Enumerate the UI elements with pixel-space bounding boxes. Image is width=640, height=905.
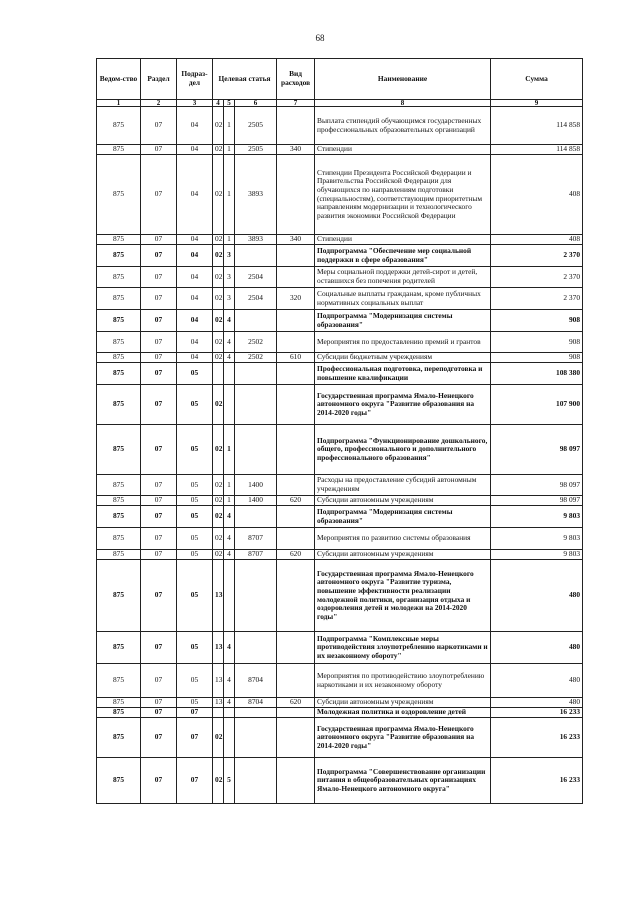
- cell-sum: 16 233: [491, 758, 583, 804]
- cell-podrazdel: 07: [177, 718, 213, 758]
- cell-razdel: 07: [141, 145, 177, 155]
- cell-target-code: [235, 506, 277, 528]
- header-name: Наименование: [315, 59, 491, 100]
- cell-name: Субсидии бюджетным учреждениям: [315, 353, 491, 363]
- column-number: 5: [224, 100, 235, 107]
- cell-sum: 908: [491, 332, 583, 353]
- cell-target-subprogram: 3: [224, 267, 235, 288]
- cell-vid: [277, 528, 315, 550]
- cell-target-code: [235, 632, 277, 664]
- cell-target-program: 13: [213, 632, 224, 664]
- cell-target-program: 02: [213, 267, 224, 288]
- cell-target-subprogram: 1: [224, 145, 235, 155]
- cell-sum: 16 233: [491, 718, 583, 758]
- cell-target-program: 02: [213, 475, 224, 496]
- cell-razdel: 07: [141, 235, 177, 245]
- cell-target-subprogram: 4: [224, 353, 235, 363]
- cell-vid: [277, 758, 315, 804]
- cell-target-code: 2502: [235, 353, 277, 363]
- cell-sum: 408: [491, 155, 583, 235]
- cell-ved: 875: [97, 528, 141, 550]
- cell-razdel: 07: [141, 758, 177, 804]
- cell-target-program: 02: [213, 288, 224, 310]
- table-row: [97, 145, 583, 155]
- cell-ved: 875: [97, 758, 141, 804]
- cell-target-subprogram: 1: [224, 475, 235, 496]
- cell-sum: 2 370: [491, 267, 583, 288]
- cell-target-program: 02: [213, 496, 224, 506]
- cell-target-subprogram: 4: [224, 664, 235, 698]
- table-row: [97, 332, 583, 353]
- header-target: Целевая статья: [213, 59, 277, 100]
- cell-sum: 98 097: [491, 475, 583, 496]
- cell-razdel: 07: [141, 155, 177, 235]
- cell-podrazdel: 05: [177, 363, 213, 385]
- cell-ved: 875: [97, 235, 141, 245]
- cell-name: Мероприятия по развитию системы образования: [315, 528, 491, 550]
- table-row: [97, 363, 583, 385]
- cell-name: Мероприятия по предоставлению премий и грантов: [315, 332, 491, 353]
- cell-razdel: 07: [141, 353, 177, 363]
- table-row: [97, 698, 583, 708]
- cell-target-code: 2502: [235, 332, 277, 353]
- cell-vid: 340: [277, 235, 315, 245]
- cell-target-code: 8704: [235, 664, 277, 698]
- cell-vid: [277, 107, 315, 145]
- cell-podrazdel: 05: [177, 425, 213, 475]
- cell-target-subprogram: 1: [224, 425, 235, 475]
- cell-target-subprogram: 3: [224, 288, 235, 310]
- cell-vid: [277, 245, 315, 267]
- column-number: 9: [491, 100, 583, 107]
- cell-razdel: 07: [141, 664, 177, 698]
- table-row: [97, 708, 583, 718]
- cell-target-code: 8704: [235, 698, 277, 708]
- cell-name: Стипендии: [315, 235, 491, 245]
- cell-ved: 875: [97, 632, 141, 664]
- cell-target-subprogram: 4: [224, 550, 235, 560]
- cell-name: Государственная программа Ямало-Ненецкого автономного округа "Развитие образования на 2014-2020 годы": [315, 718, 491, 758]
- cell-podrazdel: 05: [177, 632, 213, 664]
- header-razdel: Раздел: [141, 59, 177, 100]
- cell-vid: [277, 155, 315, 235]
- cell-vid: [277, 425, 315, 475]
- table-row: [97, 235, 583, 245]
- cell-podrazdel: 04: [177, 288, 213, 310]
- cell-target-program: [213, 363, 224, 385]
- cell-sum: 908: [491, 310, 583, 332]
- cell-vid: [277, 664, 315, 698]
- cell-sum: 480: [491, 560, 583, 632]
- cell-razdel: 07: [141, 632, 177, 664]
- column-number: 8: [315, 100, 491, 107]
- cell-target-subprogram: 5: [224, 758, 235, 804]
- cell-razdel: 07: [141, 560, 177, 632]
- cell-name: Выплата стипендий обучающимся государственных профессиональных образовательных организаций: [315, 107, 491, 145]
- cell-razdel: 07: [141, 550, 177, 560]
- cell-vid: [277, 385, 315, 425]
- table-row: [97, 550, 583, 560]
- cell-podrazdel: 05: [177, 475, 213, 496]
- cell-vid: [277, 718, 315, 758]
- cell-ved: 875: [97, 288, 141, 310]
- cell-sum: 9 803: [491, 506, 583, 528]
- cell-razdel: 07: [141, 288, 177, 310]
- cell-podrazdel: 04: [177, 353, 213, 363]
- cell-target-code: 3893: [235, 235, 277, 245]
- cell-sum: 9 803: [491, 528, 583, 550]
- cell-ved: 875: [97, 496, 141, 506]
- cell-podrazdel: 04: [177, 155, 213, 235]
- cell-vid: [277, 332, 315, 353]
- cell-target-code: 8707: [235, 550, 277, 560]
- cell-ved: 875: [97, 363, 141, 385]
- cell-target-subprogram: 1: [224, 155, 235, 235]
- cell-name: Подпрограмма "Совершенствование организации питания в общеобразовательных организациях Ямало-Ненецкого автономного округа": [315, 758, 491, 804]
- cell-sum: 480: [491, 664, 583, 698]
- cell-target-code: [235, 718, 277, 758]
- cell-target-subprogram: [224, 363, 235, 385]
- cell-target-program: 13: [213, 560, 224, 632]
- cell-target-subprogram: 4: [224, 310, 235, 332]
- cell-ved: 875: [97, 385, 141, 425]
- cell-ved: 875: [97, 332, 141, 353]
- table-row: [97, 475, 583, 496]
- cell-target-code: [235, 363, 277, 385]
- column-numbers-row: [97, 100, 583, 107]
- cell-target-program: 02: [213, 385, 224, 425]
- cell-target-subprogram: 4: [224, 332, 235, 353]
- cell-target-program: 13: [213, 664, 224, 698]
- cell-razdel: 07: [141, 708, 177, 718]
- cell-target-code: 3893: [235, 155, 277, 235]
- cell-target-program: 13: [213, 698, 224, 708]
- budget-table: [96, 58, 583, 804]
- cell-razdel: 07: [141, 267, 177, 288]
- cell-name: Государственная программа Ямало-Ненецкого автономного округа "Развитие образования на 2014-2020 годы": [315, 385, 491, 425]
- cell-target-program: 02: [213, 310, 224, 332]
- cell-razdel: 07: [141, 698, 177, 708]
- table-row: [97, 528, 583, 550]
- cell-target-code: 2504: [235, 288, 277, 310]
- cell-sum: 98 097: [491, 425, 583, 475]
- cell-target-code: [235, 385, 277, 425]
- cell-name: Государственная программа Ямало-Ненецкого автономного округа "Развитие туризма, повышение эффективности реализации молодежной политики, организация отдыха и оздоровления детей и молодежи на 2014-2020 годы": [315, 560, 491, 632]
- cell-ved: 875: [97, 245, 141, 267]
- cell-target-program: 02: [213, 155, 224, 235]
- cell-name: Профессиональная подготовка, переподготовка и повышение квалификации: [315, 363, 491, 385]
- cell-target-subprogram: 4: [224, 632, 235, 664]
- cell-target-program: 02: [213, 235, 224, 245]
- cell-name: Меры социальной поддержки детей-сирот и детей, оставшихся без попечения родителей: [315, 267, 491, 288]
- cell-target-program: 02: [213, 758, 224, 804]
- cell-razdel: 07: [141, 363, 177, 385]
- cell-razdel: 07: [141, 506, 177, 528]
- cell-sum: 2 370: [491, 288, 583, 310]
- cell-ved: 875: [97, 155, 141, 235]
- cell-sum: 908: [491, 353, 583, 363]
- column-number: 3: [177, 100, 213, 107]
- cell-name: Субсидии автономным учреждениям: [315, 698, 491, 708]
- header-row: [97, 59, 583, 100]
- cell-podrazdel: 07: [177, 708, 213, 718]
- cell-name: Расходы на предоставление субсидий автономным учреждениям: [315, 475, 491, 496]
- cell-name: Субсидии автономным учреждениям: [315, 496, 491, 506]
- cell-target-program: 02: [213, 245, 224, 267]
- column-number: 6: [235, 100, 277, 107]
- header-podrazdel: Подраз-дел: [177, 59, 213, 100]
- cell-podrazdel: 05: [177, 698, 213, 708]
- table-row: [97, 758, 583, 804]
- cell-target-code: [235, 560, 277, 632]
- cell-ved: 875: [97, 107, 141, 145]
- cell-name: Подпрограмма "Модернизация системы образования": [315, 506, 491, 528]
- table-row: [97, 632, 583, 664]
- cell-razdel: 07: [141, 425, 177, 475]
- cell-sum: 480: [491, 632, 583, 664]
- cell-ved: 875: [97, 718, 141, 758]
- cell-sum: 9 803: [491, 550, 583, 560]
- cell-vid: 610: [277, 353, 315, 363]
- table-row: [97, 560, 583, 632]
- table-row: [97, 245, 583, 267]
- cell-sum: 114 858: [491, 107, 583, 145]
- cell-razdel: 07: [141, 528, 177, 550]
- page-number: 68: [315, 33, 325, 43]
- cell-ved: 875: [97, 353, 141, 363]
- cell-sum: 16 233: [491, 708, 583, 718]
- cell-vid: [277, 310, 315, 332]
- cell-name: Подпрограмма "Модернизация системы образования": [315, 310, 491, 332]
- cell-target-subprogram: [224, 560, 235, 632]
- cell-ved: 875: [97, 506, 141, 528]
- cell-vid: [277, 475, 315, 496]
- cell-target-code: [235, 425, 277, 475]
- cell-razdel: 07: [141, 310, 177, 332]
- cell-vid: [277, 363, 315, 385]
- table-row: [97, 718, 583, 758]
- cell-name: Подпрограмма "Обеспечение мер социальной поддержки в сфере образования": [315, 245, 491, 267]
- cell-razdel: 07: [141, 475, 177, 496]
- table-row: [97, 310, 583, 332]
- table-row: [97, 288, 583, 310]
- cell-target-code: 1400: [235, 496, 277, 506]
- cell-target-subprogram: [224, 718, 235, 758]
- cell-name: Стипендии Президента Российской Федерации и Правительства Российской Федерации для обучающихся по направлениям подготовки (специальностям), соответствующим приоритетным направлениям модернизации и технологического развития экономики Российской Федерации: [315, 155, 491, 235]
- table-row: [97, 506, 583, 528]
- cell-razdel: 07: [141, 496, 177, 506]
- cell-target-code: 1400: [235, 475, 277, 496]
- cell-podrazdel: 05: [177, 385, 213, 425]
- cell-sum: 108 380: [491, 363, 583, 385]
- cell-podrazdel: 04: [177, 310, 213, 332]
- cell-podrazdel: 04: [177, 235, 213, 245]
- table-row: [97, 155, 583, 235]
- cell-target-code: 2505: [235, 145, 277, 155]
- cell-target-subprogram: 3: [224, 245, 235, 267]
- cell-ved: 875: [97, 708, 141, 718]
- cell-podrazdel: 04: [177, 107, 213, 145]
- cell-name: Субсидии автономным учреждениям: [315, 550, 491, 560]
- table-row: [97, 267, 583, 288]
- cell-vid: [277, 267, 315, 288]
- cell-razdel: 07: [141, 245, 177, 267]
- cell-vid: 620: [277, 496, 315, 506]
- cell-razdel: 07: [141, 385, 177, 425]
- cell-razdel: 07: [141, 107, 177, 145]
- cell-target-subprogram: [224, 708, 235, 718]
- table-row: [97, 353, 583, 363]
- cell-target-code: [235, 708, 277, 718]
- column-number: 2: [141, 100, 177, 107]
- cell-ved: 875: [97, 310, 141, 332]
- cell-vid: [277, 708, 315, 718]
- cell-target-code: [235, 245, 277, 267]
- cell-ved: 875: [97, 664, 141, 698]
- cell-sum: 98 097: [491, 496, 583, 506]
- table-row: [97, 107, 583, 145]
- cell-ved: 875: [97, 267, 141, 288]
- column-number: 1: [97, 100, 141, 107]
- cell-ved: 875: [97, 425, 141, 475]
- cell-name: Подпрограмма "Функционирование дошкольного, общего, профессионального и дополнительного профессионального образования": [315, 425, 491, 475]
- cell-name: Мероприятия по противодействию злоупотреблению наркотиками и их незаконному обороту: [315, 664, 491, 698]
- cell-target-subprogram: 1: [224, 496, 235, 506]
- table-row: [97, 385, 583, 425]
- cell-podrazdel: 04: [177, 267, 213, 288]
- cell-sum: 2 370: [491, 245, 583, 267]
- cell-vid: [277, 506, 315, 528]
- cell-target-subprogram: [224, 385, 235, 425]
- cell-target-subprogram: 1: [224, 235, 235, 245]
- cell-target-program: 02: [213, 425, 224, 475]
- cell-sum: 114 858: [491, 145, 583, 155]
- header-ved: Ведом-ство: [97, 59, 141, 100]
- cell-target-program: 02: [213, 353, 224, 363]
- cell-ved: 875: [97, 560, 141, 632]
- cell-target-program: 02: [213, 145, 224, 155]
- cell-ved: 875: [97, 698, 141, 708]
- cell-vid: [277, 560, 315, 632]
- cell-target-program: 02: [213, 528, 224, 550]
- cell-razdel: 07: [141, 332, 177, 353]
- cell-target-program: 02: [213, 506, 224, 528]
- table-row: [97, 425, 583, 475]
- cell-vid: [277, 632, 315, 664]
- table-row: [97, 664, 583, 698]
- cell-target-program: 02: [213, 718, 224, 758]
- cell-name: Социальные выплаты гражданам, кроме публичных нормативных социальных выплат: [315, 288, 491, 310]
- cell-target-subprogram: 4: [224, 698, 235, 708]
- cell-target-subprogram: 1: [224, 107, 235, 145]
- cell-podrazdel: 05: [177, 506, 213, 528]
- cell-vid: 340: [277, 145, 315, 155]
- cell-podrazdel: 05: [177, 550, 213, 560]
- cell-name: Стипендии: [315, 145, 491, 155]
- cell-vid: 620: [277, 550, 315, 560]
- cell-podrazdel: 05: [177, 560, 213, 632]
- header-vid: Вид расходов: [277, 59, 315, 100]
- cell-ved: 875: [97, 475, 141, 496]
- cell-podrazdel: 04: [177, 145, 213, 155]
- cell-name: Молодежная политика и оздоровление детей: [315, 708, 491, 718]
- cell-podrazdel: 05: [177, 664, 213, 698]
- cell-ved: 875: [97, 145, 141, 155]
- column-number: 7: [277, 100, 315, 107]
- cell-target-code: [235, 758, 277, 804]
- cell-name: Подпрограмма "Комплексные меры противодействия злоупотреблению наркотиками и их незаконному обороту": [315, 632, 491, 664]
- cell-podrazdel: 05: [177, 528, 213, 550]
- cell-target-subprogram: 4: [224, 506, 235, 528]
- cell-target-program: 02: [213, 107, 224, 145]
- cell-target-program: 02: [213, 550, 224, 560]
- cell-podrazdel: 07: [177, 758, 213, 804]
- cell-target-subprogram: 4: [224, 528, 235, 550]
- cell-razdel: 07: [141, 718, 177, 758]
- cell-sum: 408: [491, 235, 583, 245]
- cell-vid: 320: [277, 288, 315, 310]
- cell-target-code: 8707: [235, 528, 277, 550]
- cell-podrazdel: 04: [177, 245, 213, 267]
- cell-sum: 107 900: [491, 385, 583, 425]
- header-sum: Сумма: [491, 59, 583, 100]
- cell-podrazdel: 05: [177, 496, 213, 506]
- cell-target-code: 2505: [235, 107, 277, 145]
- table-row: [97, 496, 583, 506]
- cell-target-code: 2504: [235, 267, 277, 288]
- cell-ved: 875: [97, 550, 141, 560]
- cell-sum: 480: [491, 698, 583, 708]
- cell-vid: 620: [277, 698, 315, 708]
- column-number: 4: [213, 100, 224, 107]
- cell-target-code: [235, 310, 277, 332]
- cell-target-program: 02: [213, 332, 224, 353]
- cell-podrazdel: 04: [177, 332, 213, 353]
- cell-target-program: [213, 708, 224, 718]
